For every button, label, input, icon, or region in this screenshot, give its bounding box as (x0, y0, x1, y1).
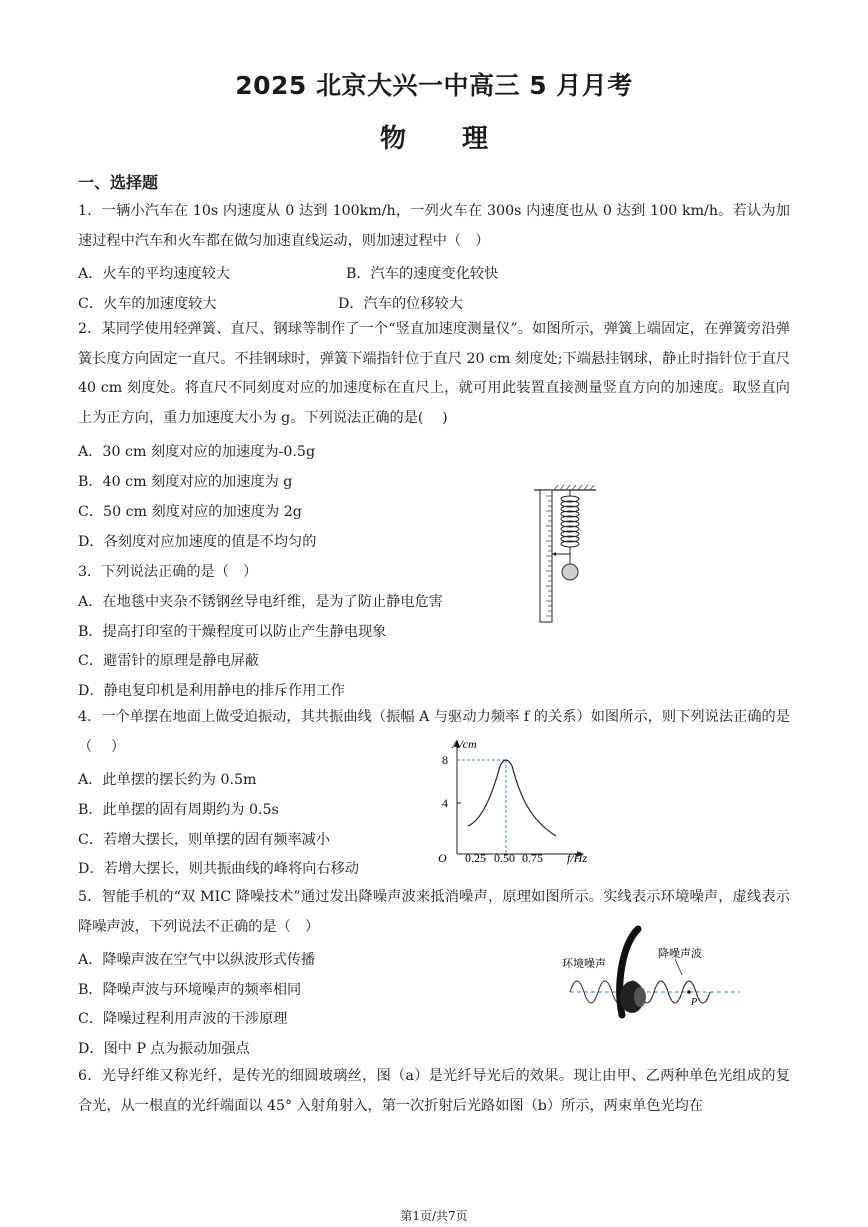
earphone-speaker (634, 987, 646, 1007)
q5-option-a: A．降噪声波在空气中以纵波形式传播 (78, 952, 316, 968)
q3-option-d: D．静电复印机是利用静电的排斥作用工作 (78, 683, 345, 699)
q2-option-c: C．50 cm 刻度对应的加速度为 2g (78, 504, 302, 520)
page-footer: 第1页/共7页 (400, 1209, 468, 1223)
section-heading: 一、选择题 (78, 173, 159, 192)
ceiling-hatch (554, 485, 594, 490)
q5-stem: 5．智能手机的“双 MIC 降噪技术”通过发出降噪声波来抵消噪声，原理如图所示。实线表示环境噪声，虚线表示降噪声波，下列说法不正确的是（ ） (78, 889, 790, 935)
spring-ruler-figure (530, 484, 600, 626)
q5-option-c: C．降噪过程利用声波的干涉原理 (78, 1011, 288, 1027)
q4-option-c: C．若增大摆长，则单摆的固有频率减小 (78, 832, 331, 848)
q4-option-d: D．若增大摆长，则共振曲线的峰将向右移动 (78, 861, 359, 877)
pointer-arrow (552, 552, 556, 556)
resonance-curve (468, 760, 556, 836)
q2-stem: 2．某同学使用轻弹簧、直尺、钢球等制作了一个“竖直加速度测量仪”。如图所示，弹簧上端固定，在弹簧旁沿弹簧长度方向固定一直尺。不挂钢球时，弹簧下端指针位于直尺 20 cm 刻度处;下端悬挂钢球，静止时指针位于直尺 40 cm 刻度处。将直尺不同刻度对应的加速度标在直尺上，就可用此装置直接测量竖直方向的加速度。取竖直向上为正方向，重力加速度大小为 g。下列说法正确的是( ) (78, 321, 790, 426)
q4-option-b: B．此单摆的固有周期约为 0.5s (78, 802, 279, 818)
q1-stem: 1．一辆小汽车在 10s 内速度从 0 达到 100km/h，一列火车在 300s 内速度也从 0 达到 100 km/h。若认为加速过程中汽车和火车都在做匀加速直线运动，则加速过程中（ ） (78, 203, 790, 249)
x-axis-label: f/Hz (567, 851, 588, 865)
origin-label: O (438, 851, 447, 865)
env-noise-label: 环境噪声 (562, 957, 606, 970)
y-tick-8: 8 (442, 753, 448, 767)
y-tick-4: 4 (442, 796, 448, 810)
q1-option-d: D．汽车的位移较大 (338, 296, 463, 312)
x-tick-075: 0.75 (522, 851, 543, 865)
subject-title: 物理 (379, 124, 544, 154)
q5-option-d: D．图中 P 点为振动加强点 (78, 1041, 250, 1057)
point-p (687, 990, 691, 994)
q1-option-c: C．火车的加速度较大 (78, 296, 217, 312)
exam-title: 2025 北京大兴一中高三 5 月月考 (235, 71, 633, 100)
y-axis-label: A/cm (452, 737, 477, 751)
noise-cancel-figure (560, 925, 744, 1025)
q3-option-c: C．避雷针的原理是静电屏蔽 (78, 653, 260, 669)
x-tick-050: 0.50 (494, 851, 515, 865)
resonance-curve-figure (430, 736, 600, 868)
q3-stem: 3．下列说法正确的是（ ） (78, 564, 258, 580)
q4-stem: 4．一个单摆在地面上做受迫振动，其共振曲线（振幅 A 与驱动力频率 f 的关系）如图所示，则下列说法正确的是（ ） (78, 709, 790, 755)
q2-option-a: A．30 cm 刻度对应的加速度为-0.5g (78, 444, 316, 460)
cancel-label-pointer (675, 959, 682, 975)
q2-option-b: B．40 cm 刻度对应的加速度为 g (78, 474, 293, 490)
q1-option-a: A．火车的平均速度较大 (78, 266, 231, 282)
q5-option-b: B．降噪声波与环境噪声的频率相同 (78, 982, 302, 998)
spring (561, 490, 579, 564)
cancel-wave-label: 降噪声波 (658, 947, 702, 960)
steel-ball (562, 564, 578, 580)
x-tick-025: 0.25 (465, 851, 486, 865)
q3-option-b: B．提高打印室的干燥程度可以防止产生静电现象 (78, 624, 387, 640)
q6-stem: 6．光导纤维又称光纤，是传光的细圆玻璃丝，图（a）是光纤导光后的效果。现让由甲、乙两种单色光组成的复合光，从一根直的光纤端面以 45° 入射角射入，第一次折射后光路如图（b）所示，两束单色光均在 (78, 1068, 790, 1114)
q1-option-b: B．汽车的速度变化较快 (346, 266, 499, 282)
q2-option-d: D．各刻度对应加速度的值是不均匀的 (78, 534, 317, 550)
q3-option-a: A．在地毯中夹杂不锈钢丝导电纤维，是为了防止静电危害 (78, 594, 443, 610)
point-p-label: P (691, 997, 698, 1008)
q4-option-a: A．此单摆的摆长约为 0.5m (78, 772, 257, 788)
